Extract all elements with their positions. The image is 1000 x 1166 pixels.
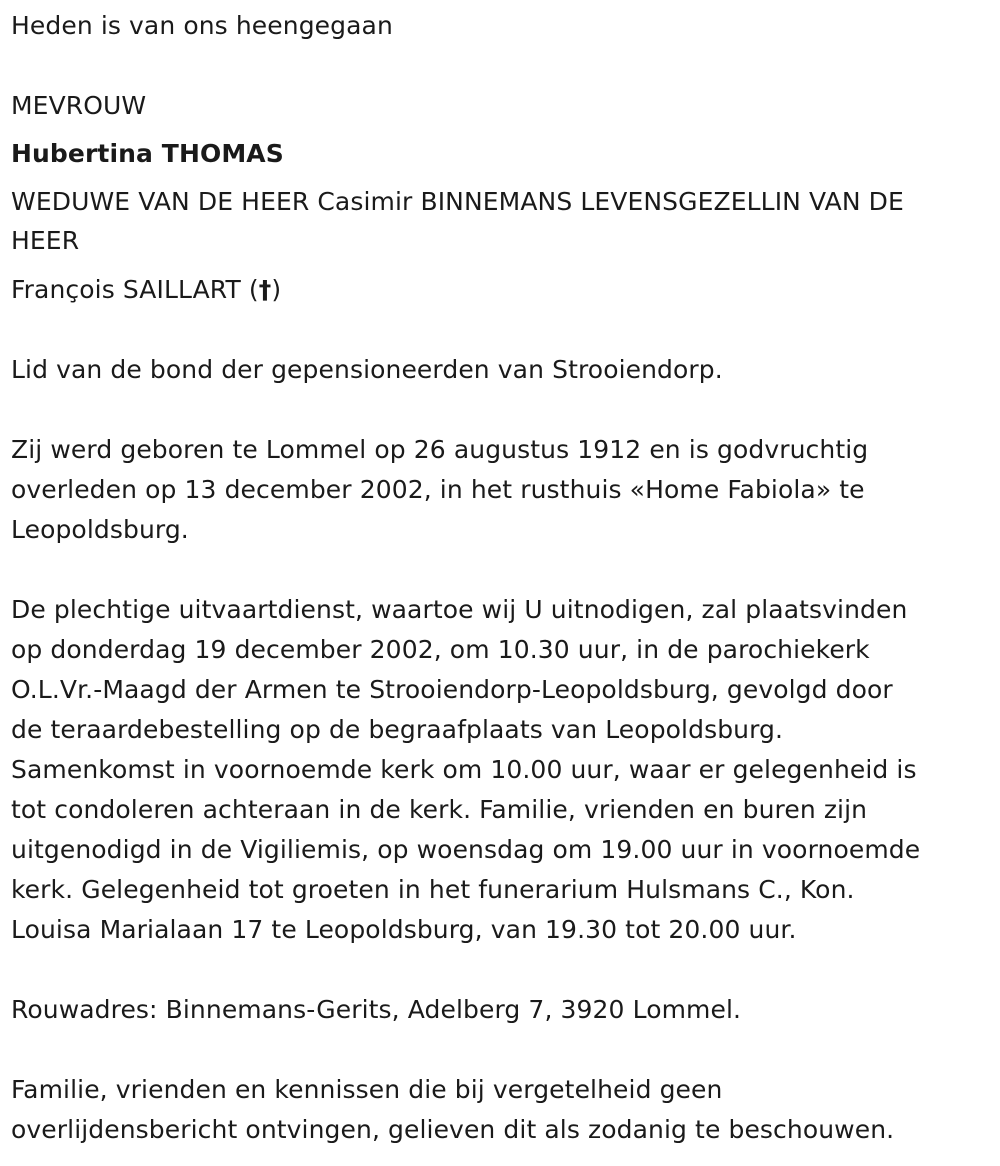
service-line: O.L.Vr.-Maagd der Armen te Strooiendorp-Leopoldsburg, gevolgd door xyxy=(11,675,893,704)
membership-text: Lid van de bond der gepensioneerden van Strooiendorp. xyxy=(11,355,723,384)
service-line: Louisa Marialaan 17 te Leopoldsburg, van 19.30 tot 20.00 uur. xyxy=(11,915,797,944)
deceased-name: Hubertina THOMAS xyxy=(11,139,284,168)
birth-death-line: Zij werd geboren te Lommel op 26 augustus 1912 en is godvruchtig xyxy=(11,435,869,464)
salutation: MEVROUW xyxy=(11,91,147,120)
partner-line xyxy=(11,270,281,310)
closing-line: Familie, vrienden en kennissen die bij vergetelheid geen xyxy=(11,1075,723,1104)
service-line: op donderdag 19 december 2002, om 10.30 uur, in de parochiekerk xyxy=(11,635,870,664)
spouse-line-1: WEDUWE VAN DE HEER Casimir BINNEMANS LEVENSGEZELLIN VAN DE xyxy=(11,187,904,216)
intro-text: Heden is van ons heengegaan xyxy=(11,11,393,40)
service-line: kerk. Gelegenheid tot groeten in het funerarium Hulsmans C., Kon. xyxy=(11,875,855,904)
partner-name: François SAILLART ( xyxy=(11,275,259,304)
mourning-address: Rouwadres: Binnemans-Gerits, Adelberg 7, 3920 Lommel. xyxy=(11,995,742,1024)
birth-death-line: Leopoldsburg. xyxy=(11,515,189,544)
cross-icon: † xyxy=(258,275,272,304)
service-line: de teraardebestelling op de begraafplaats van Leopoldsburg. xyxy=(11,715,784,744)
service-line: De plechtige uitvaartdienst, waartoe wij U uitnodigen, zal plaatsvinden xyxy=(11,595,908,624)
partner-close: ) xyxy=(271,275,282,304)
service-line: uitgenodigd in de Vigiliemis, op woensdag om 19.00 uur in voornoemde xyxy=(11,835,921,864)
closing-line: overlijdensbericht ontvingen, gelieven dit als zodanig te beschouwen. xyxy=(11,1115,895,1144)
spouse-line-2: HEER xyxy=(11,226,80,255)
service-line: tot condoleren achteraan in de kerk. Familie, vrienden en buren zijn xyxy=(11,795,868,824)
service-line: Samenkomst in voornoemde kerk om 10.00 uur, waar er gelegenheid is xyxy=(11,755,917,784)
birth-death-line: overleden op 13 december 2002, in het rusthuis «Home Fabiola» te xyxy=(11,475,865,504)
